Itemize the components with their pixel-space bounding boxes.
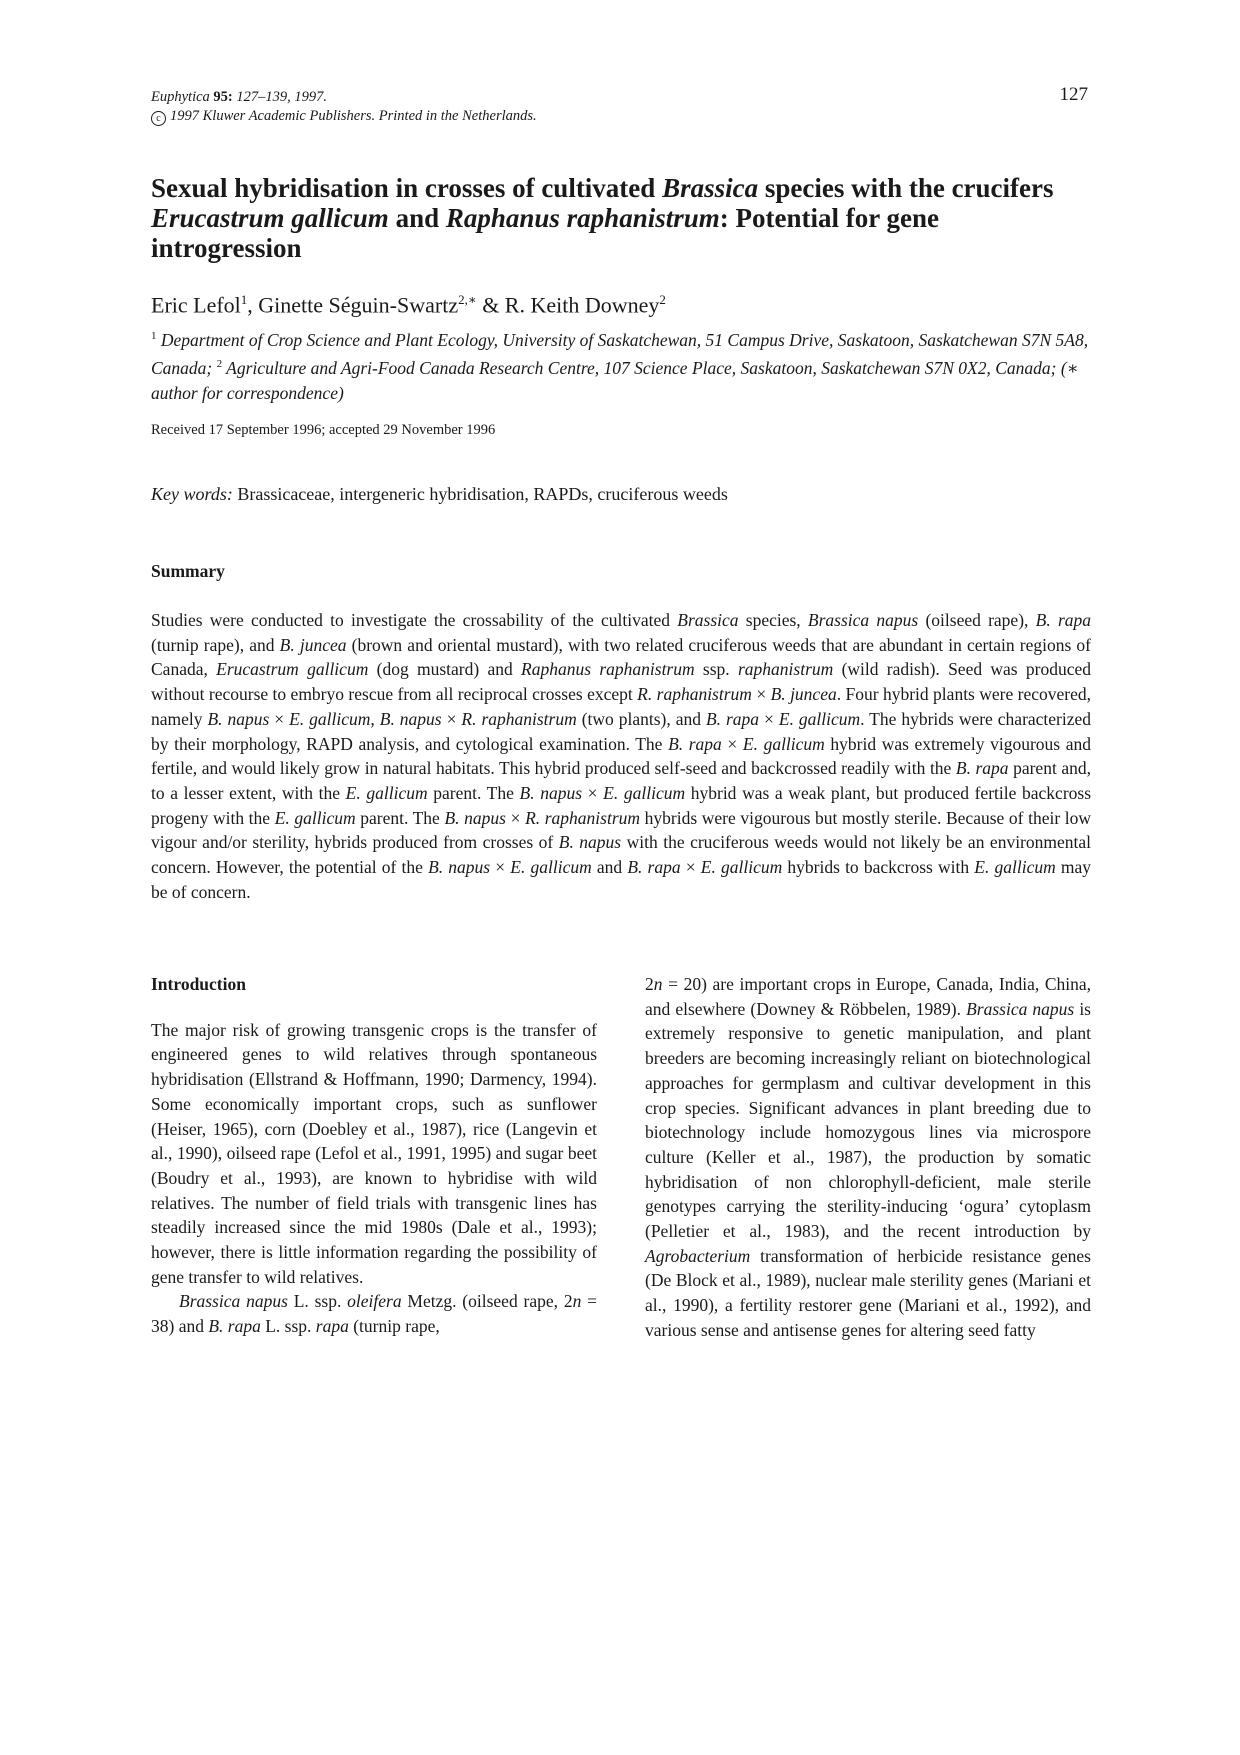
paper-title [151, 173, 1091, 263]
affil-mark: 1 [151, 330, 157, 342]
introduction-heading: Introduction [151, 974, 246, 994]
received-dates: Received 17 September 1996; accepted 29 November 1996 [151, 422, 496, 438]
copyright-text: 1997 Kluwer Academic Publishers. Printed in the Netherlands. [170, 108, 537, 124]
summary-heading: Summary [151, 561, 225, 581]
journal-name: Euphytica [151, 89, 210, 105]
author-name: , Ginette Séguin-Swartz [247, 292, 459, 318]
author-affil-mark: 2,∗ [458, 292, 477, 307]
author-name: & R. Keith Downey [476, 292, 660, 318]
summary-text: Studies were conducted to investigate the crossability of the cultivated Brassica species, Brassica napus (oilseed rape), B. rapa (turnip rape), and B. juncea (brown and oriental mustard), with two related cruciferous weeds that are abundant in certain regions of Canada, Erucastrum gallicum (dog mustard) and Raphanus raphanistrum ssp. raphanistrum (wild radish). Seed was produced without recourse to embryo rescue from all reciprocal crosses except R. raphanistrum × B. juncea. Four hybrid plants were recovered, namely B. napus × E. gallicum, B. napus × R. raphanistrum (two plants), and B. rapa × E. gallicum. The hybrids were characterized by their morphology, RAPD analysis, and cytological examination. The B. rapa × E. gallicum hybrid was extremely vigourous and fertile, and would likely grow in natural habitats. This hybrid produced self-seed and backcrossed readily with the B. rapa parent and, to a lesser extent, with the E. gallicum parent. The B. napus × E. gallicum hybrid was a weak plant, but produced fertile backcross progeny with the E. gallicum parent. The B. napus × R. raphanistrum hybrids were vigourous but mostly sterile. Because of their low vigour and/or sterility, hybrids produced from crosses of B. napus with the cruciferous weeds would not likely be an environmental concern. However, the potential of the B. napus × E. gallicum and B. rapa × E. gallicum hybrids to backcross with E. gallicum may be of concern. [151, 610, 1092, 902]
title-italic: Brassica [662, 173, 759, 203]
keywords-label: Key words: [151, 484, 233, 504]
journal-citation [151, 88, 537, 126]
title-part: Sexual hybridisation in crosses of cultivated [151, 173, 663, 203]
author-affil-mark: 2 [659, 292, 666, 307]
affiliation-text: Department of Crop Science and Plant Ecology, University of Saskatchewan, 51 Campus Drive, Saskatoon, Saskatchewan S7N 5A8, Canada; [151, 329, 1089, 379]
author-name: Eric Lefol [151, 292, 241, 318]
title-part: species with the crucifers [758, 173, 1054, 203]
author-list [151, 292, 666, 318]
page-number: 127 [1059, 84, 1088, 105]
title-part: : Potential for gene introgression [151, 203, 939, 263]
title-part: and [388, 203, 446, 233]
title-italic: Raphanus raphanistrum [445, 203, 720, 233]
copyright-line [151, 107, 537, 126]
affiliations [151, 324, 1091, 405]
intro-paragraph-2: Brassica napus L. ssp. oleifera Metzg. (oilseed rape, 2n = 38) and B. rapa L. ssp. rapa (turnip rape, [151, 1291, 598, 1337]
author-affil-mark: 1 [240, 292, 248, 307]
title-italic: Erucastrum gallicum [151, 203, 389, 233]
intro-paragraph-2-continued: 2n = 20) are important crops in Europe, Canada, India, China, and elsewhere (Downey & Röbbelen, 1989). Brassica napus is extremely responsive to genetic manipulation, and plant breeders are becoming increasingly reliant on biotechnological approaches for germplasm and cultivar development in this crop species. Significant advances in plant breeding due to biotechnology include homozygous lines via microspore culture (Keller et al., 1987), the production by somatic hybridisation of non chlorophyll-deficient, male sterile genotypes carrying the sterility-inducing ‘ogura’ cytoplasm (Pelletier et al., 1983), and the recent introduction by Agrobacterium transformation of herbicide resistance genes (De Block et al., 1989), nuclear male sterility genes (Mariani et al., 1990), a fertility restorer gene (Mariani et al., 1992), and various sense and antisense genes for altering seed fatty [645, 974, 1091, 1340]
journal-pages: 127–139, 1997. [236, 89, 328, 105]
keywords-text: Brassicaceae, intergeneric hybridisation, RAPDs, cruciferous weeds [232, 484, 728, 504]
intro-paragraph-1: The major risk of growing transgenic crops is the transfer of engineered genes to wild relatives through spontaneous hybridisation (Ellstrand & Hoffmann, 1990; Darmency, 1994). Some economically important crops, such as sunflower (Heiser, 1965), corn (Doebley et al., 1987), rice (Langevin et al., 1990), oilseed rape (Lefol et al., 1991, 1995) and sugar beet (Boudry et al., 1993), are known to hybridise with wild relatives. The number of field trials with transgenic lines has steadily increased since the mid 1980s (Dale et al., 1993); however, there is little information regarding the possibility of gene transfer to wild relatives. [151, 1019, 597, 1287]
journal-volume: 95: [213, 89, 233, 105]
right-column [645, 972, 1091, 1343]
affil-mark: 2 [216, 358, 223, 371]
copyright-icon: c [151, 111, 166, 126]
journal-line [151, 88, 537, 107]
affiliation-text: Agriculture and Agri-Food Canada Research Centre, 107 Science Place, Saskatoon, Saskatchewan S7N 0X2, Canada; (∗ author for correspondence) [151, 358, 1079, 403]
keywords [151, 484, 728, 505]
left-column [151, 972, 597, 1339]
